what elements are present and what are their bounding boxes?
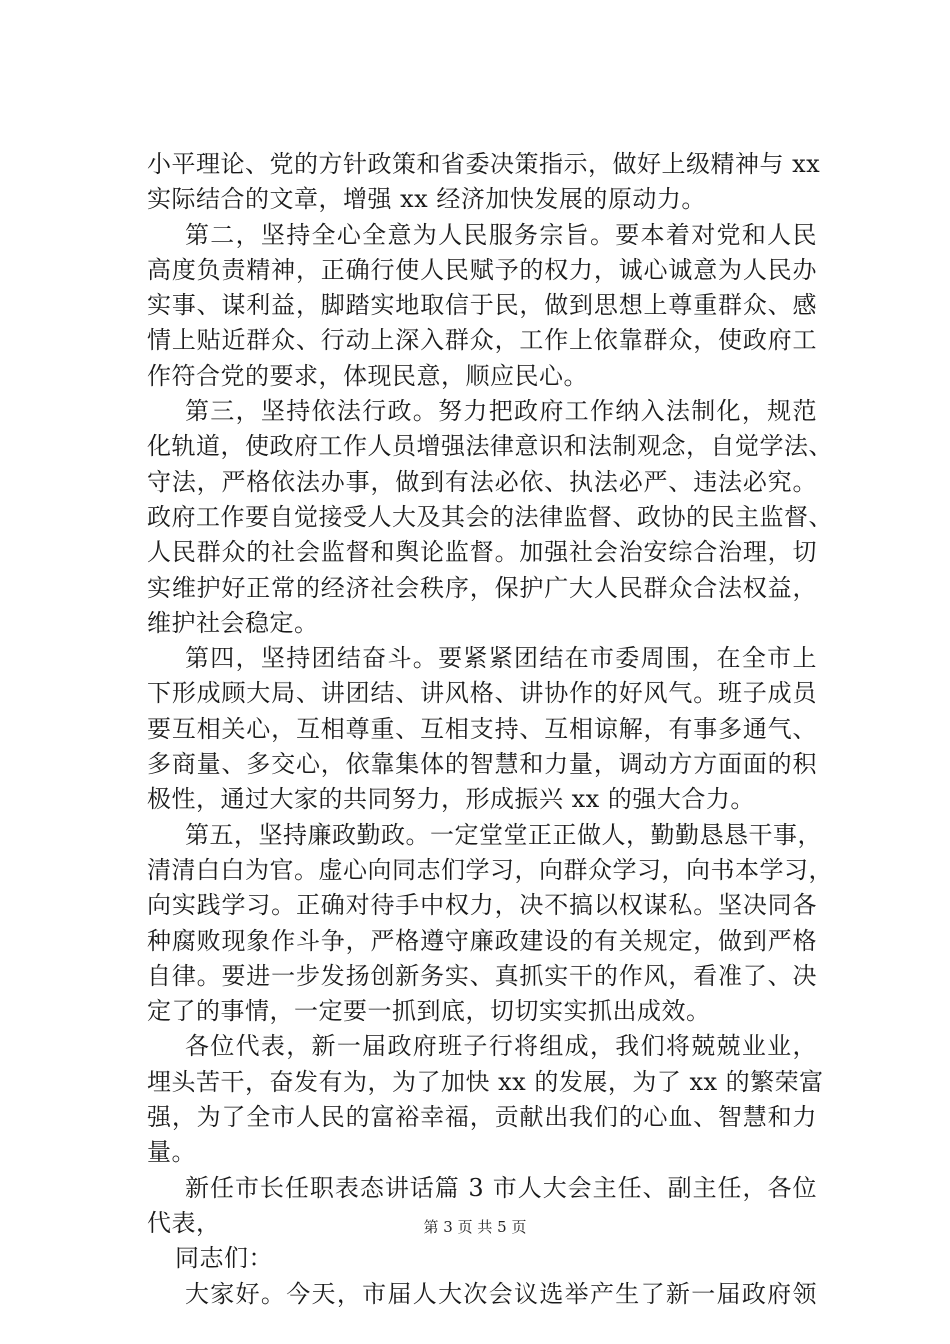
text-line: 同志们： xyxy=(175,1244,273,1273)
text-line: 作符合党的要求，体现民意，顺应民心。 xyxy=(147,361,588,390)
text-line: 种腐败现象作斗争，严格遵守廉政建设的有关规定，做到严格 xyxy=(147,926,817,955)
text-line: 向实践学习。正确对待手中权力，决不搞以权谋私。坚决同各 xyxy=(147,891,817,920)
text-line: 实事、谋利益，脚踏实地取信于民，做到思想上尊重群众、感 xyxy=(147,291,817,320)
text-line: 政府工作要自觉接受人大及其会的法律监督、政协的民主监督、 xyxy=(147,502,833,531)
text-line: 量。 xyxy=(147,1138,196,1167)
text-line: 高度负责精神，正确行使人民赋予的权力，诚心诚意为人民办 xyxy=(147,255,817,284)
text-line: 第三，坚持依法行政。努力把政府工作纳入法制化，规范 xyxy=(185,397,817,426)
text-line: 实维护好正常的经济社会秩序，保护广大人民群众合法权益， xyxy=(147,573,817,602)
text-line: 第四，坚持团结奋斗。要紧紧团结在市委周围，在全市上 xyxy=(185,644,817,673)
text-line: 新任市长任职表态讲话篇 3 市人大会主任、副主任，各位 xyxy=(185,1173,817,1202)
text-line: 多商量、多交心，依靠集体的智慧和力量，调动方方面面的积 xyxy=(147,750,817,779)
text-line: 定了的事情，一定要一抓到底，切切实实抓出成效。 xyxy=(147,997,711,1026)
text-line: 清清白白为官。虚心向同志们学习，向群众学习，向书本学习， xyxy=(147,855,833,884)
text-line: 人民群众的社会监督和舆论监督。加强社会治安综合治理，切 xyxy=(147,538,817,567)
text-line: 埋头苦干，奋发有为，为了加快 xx 的发展，为了 xx 的繁荣富 xyxy=(147,1067,824,1096)
text-line: 强，为了全市人民的富裕幸福，贡献出我们的心血、智慧和力 xyxy=(147,1103,817,1132)
text-line: 自律。要进一步发扬创新务实、真抓实干的作风，看准了、决 xyxy=(147,961,817,990)
text-line: 实际结合的文章，增强 xx 经济加快发展的原动力。 xyxy=(147,185,706,214)
text-line: 化轨道，使政府工作人员增强法律意识和法制观念，自觉学法、 xyxy=(147,432,833,461)
document-body xyxy=(147,147,833,1312)
text-line: 第二，坚持全心全意为人民服务宗旨。要本着对党和人民 xyxy=(185,220,817,249)
text-line: 情上贴近群众、行动上深入群众，工作上依靠群众，使政府工 xyxy=(147,326,817,355)
text-line: 极性，通过大家的共同努力，形成振兴 xx 的强大合力。 xyxy=(147,785,755,814)
text-line: 维护社会稳定。 xyxy=(147,608,319,637)
text-line: 守法，严格依法办事，做到有法必依、执法必严、违法必究。 xyxy=(147,467,817,496)
text-line: 下形成顾大局、讲团结、讲风格、讲协作的好风气。班子成员 xyxy=(147,679,817,708)
text-line: 大家好。今天，市届人大次会议选举产生了新一届政府领 xyxy=(185,1279,817,1308)
text-line: 小平理论、党的方针政策和省委决策指示，做好上级精神与 xx xyxy=(147,150,821,178)
text-line: 第五，坚持廉政勤政。一定堂堂正正做人，勤勤恳恳干事， xyxy=(185,820,822,849)
page-footer: 第 3 页 共 5 页 xyxy=(423,1218,527,1236)
text-line: 代表， xyxy=(147,1208,221,1237)
text-line: 要互相关心，互相尊重、互相支持、互相谅解，有事多通气、 xyxy=(147,714,817,743)
text-line: 各位代表，新一届政府班子行将组成，我们将兢兢业业， xyxy=(185,1032,817,1061)
